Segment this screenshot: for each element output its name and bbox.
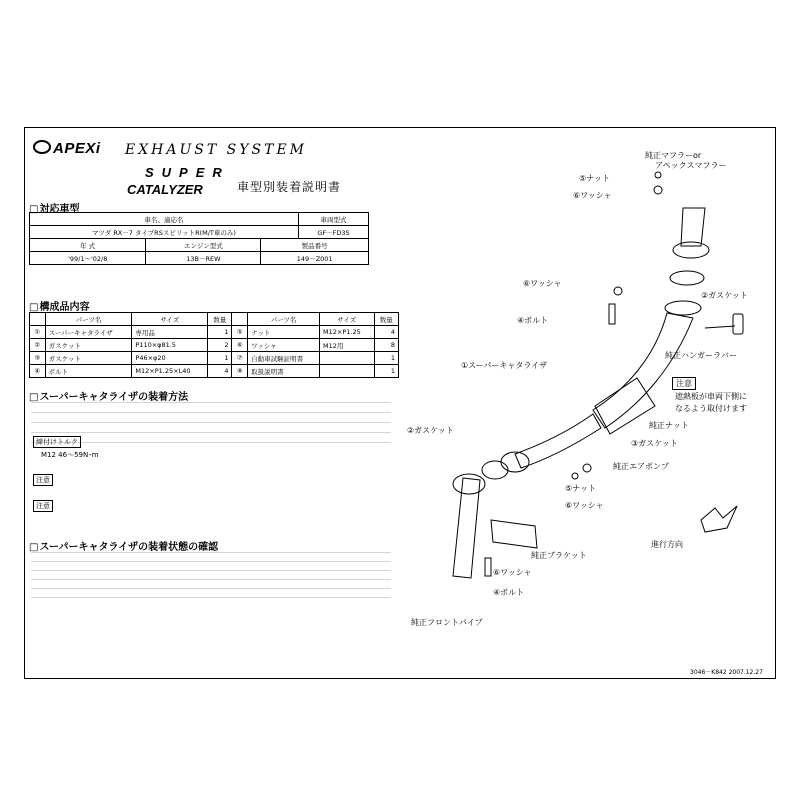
vehicle-table: 車名、適応名 車両型式 マツダ RX－7 タイプRSスピリットR(M/T車のみ) GF－FD3S	[29, 212, 369, 239]
parts-heading: □ 構成品内容	[29, 298, 89, 313]
label-gasket2-right: ②ガスケット	[701, 291, 748, 300]
label-washer6-bottom: ⑥ワッシャ	[493, 568, 532, 577]
washer-low	[572, 473, 578, 479]
gasket-left	[482, 461, 508, 479]
vehicle-heading: □ 対応車型	[29, 200, 79, 215]
nut-top	[655, 172, 661, 178]
bolt-bottom	[485, 558, 491, 576]
note-line1: 遮熱板が車両下側に	[675, 392, 747, 401]
label-gasket3: ③ガスケット	[631, 439, 678, 448]
label-nut-oem: 純正ナット	[649, 421, 689, 430]
label-bolt4-mid: ④ボルト	[517, 316, 549, 325]
table-row: ① スーパーキャタライザ 専用品 1 ⑤ ナット M12×P1.25 4	[30, 326, 399, 339]
note-badge: 注意	[672, 377, 696, 390]
product-line2: CATALYZER	[127, 182, 203, 197]
washer-mid	[614, 287, 622, 295]
system-title: EXHAUST SYSTEM	[125, 142, 307, 158]
label-catalyzer: ①スーパーキャタライザ	[461, 361, 548, 370]
label-bolt4-bottom: ④ボルト	[493, 588, 525, 597]
label-nut5-low: ⑤ナット	[565, 484, 597, 493]
catalyzer-flange	[665, 301, 701, 315]
muffler-pipe	[681, 208, 705, 246]
bolt-mid	[609, 304, 615, 324]
label-muffler-b: アペックスマフラー	[655, 161, 727, 170]
product-line1: SUPER	[145, 165, 230, 180]
spec-table: 年 式 エンジン型式 製品番号 '99/1～'02/8 13B－REW 149－Z001	[29, 238, 369, 265]
parts-table: パーツ名 サイズ 数量 パーツ名 サイズ 数量 ① スーパーキャタライザ 専用品 1 ⑤ ナット M12×P1.25 4 ② ガスケット P110×φ81.5 2 ⑥ ワッシャ M12用 8 ③ ガスケット P46×φ20 1 ⑦ 自動車試験証明書 1 ④ ボルト M12×P1.25×L40 4 ⑧ 取扱説明書 1	[29, 312, 399, 378]
check-heading: □ スーパーキャタライザの装着状態の確認	[29, 538, 218, 553]
bracket	[491, 520, 537, 548]
table-row: ④ ボルト M12×P1.25×L40 4 ⑧ 取扱説明書 1	[30, 365, 399, 378]
label-hanger: 純正ハンガーラバー	[665, 351, 737, 360]
instruction-sheet	[24, 127, 776, 679]
direction-arrow	[701, 506, 737, 532]
label-bracket: 純正ブラケット	[531, 551, 587, 560]
caution-label-2: 注意	[33, 500, 53, 512]
brand-logo: APEXi	[33, 140, 101, 157]
document-title: 車型別装着説明書	[237, 180, 342, 194]
document-code: 3046－K842 2007.12.27	[690, 669, 763, 676]
apexi-logo-icon	[33, 140, 51, 154]
label-direction: 進行方向	[651, 540, 683, 549]
install-text-lines	[31, 402, 391, 452]
product-logo	[127, 164, 230, 214]
label-air-pump: 純正エアポンプ	[613, 462, 669, 471]
hanger-rod	[705, 326, 735, 328]
hanger-rubber	[733, 314, 743, 334]
front-pipe-flange	[453, 474, 485, 494]
caution-label-1: 注意	[33, 474, 53, 486]
muffler-flange	[673, 242, 709, 258]
washer-top	[654, 186, 662, 194]
torque-value: M12 46～59N･m	[41, 451, 99, 459]
label-washer6-top: ⑥ワッシャ	[573, 191, 612, 200]
table-row: ② ガスケット P110×φ81.5 2 ⑥ ワッシャ M12用 8	[30, 339, 399, 352]
label-front-pipe: 純正フロントパイプ	[411, 618, 483, 627]
nut-low	[583, 464, 591, 472]
torque-label: 締付けトルク	[33, 436, 81, 448]
label-muffler-a: 純正マフラーor	[645, 151, 702, 160]
install-heading: □ スーパーキャタライザの装着方法	[29, 388, 188, 403]
label-washer6-mid: ⑥ワッシャ	[523, 279, 562, 288]
gasket-right	[670, 271, 704, 285]
note-line2: なるよう取付けます	[675, 404, 747, 413]
mid-pipe	[515, 414, 601, 468]
check-text-lines	[31, 552, 391, 598]
table-row: ③ ガスケット P46×φ20 1 ⑦ 自動車試験証明書 1	[30, 352, 399, 365]
label-washer6-low: ⑥ワッシャ	[565, 501, 604, 510]
label-gasket2-left: ②ガスケット	[407, 426, 454, 435]
label-nut5-top: ⑤ナット	[579, 174, 611, 183]
